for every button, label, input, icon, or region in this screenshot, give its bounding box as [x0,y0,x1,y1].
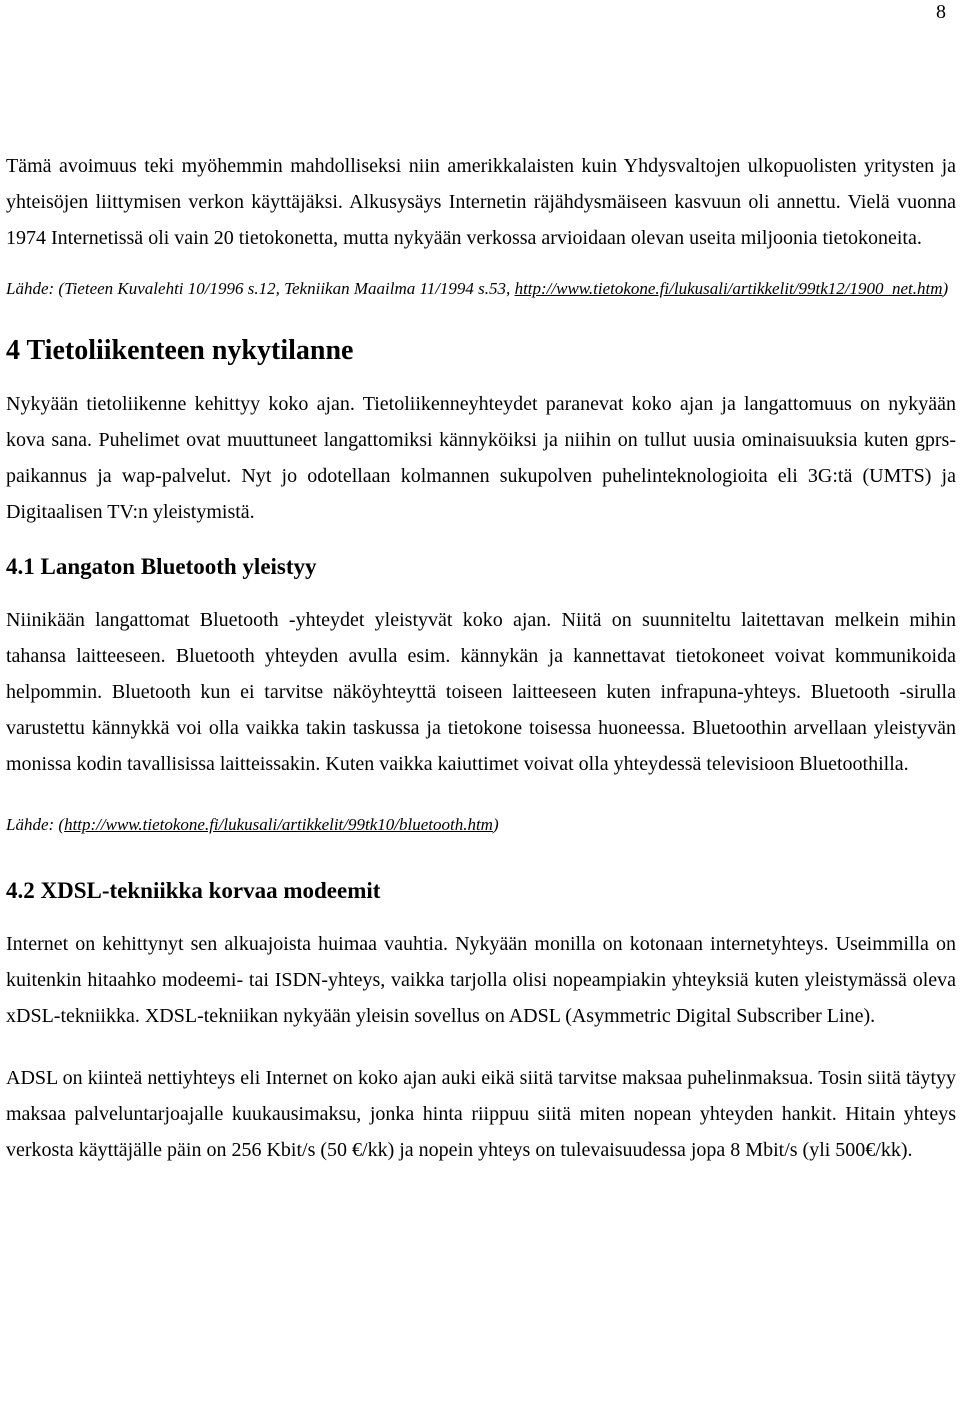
page-number: 8 [936,1,946,23]
section-4-1-paragraph: Niinikään langattomat Bluetooth -yhteydet yleistyvät koko ajan. Niitä on suunniteltu laitettavan melkein mihin tahansa laitteeseen. Bluetooth yhteyden avulla esim. kännykän ja kannettavat tietokoneet voivat kommunikoida helpommin. Bluetooth kun ei tarvitse näköyhteyttä toiseen laitteeseen kuten infrapuna-yhteys. Bluetooth -sirulla varustettu kännykkä voi olla vaikka takin taskussa ja tietokone toisessa huoneessa. Bluetoothin arvellaan yleistyvän monissa kodin tavallisissa laitteissakin. Kuten vaikka kaiuttimet voivat olla yhteydessä televisioon Bluetoothilla. [6,609,956,775]
document-body [6,148,956,1168]
section-4-paragraph: Nykyään tietoliikenne kehittyy koko ajan. Tietoliikenneyhteydet paranevat koko ajan ja langattomuus on nykyään kova sana. Puhelimet ovat muuttuneet langattomiksi kännyköiksi ja niihin on tullut uusia ominaisuuksia kuten gprs-paikannus ja wap-palvelut. Nyt jo odotellaan kolmannen sukupolven puhelinteknologioita eli 3G:tä (UMTS) ja Digitaalisen TV:n yleistymistä. [6,393,956,523]
section-4-2-paragraph-1: Internet on kehittynyt sen alkuajoista huimaa vauhtia. Nykyään monilla on kotonaan internetyhteys. Useimmilla on kuitenkin hitaahko modeemi- tai ISDN-yhteys, vaikka tarjolla olisi nopeampiakin yhteyksiä kuten yleistymässä oleva xDSL-tekniikka. XDSL-tekniikan nykyään yleisin sovellus on ADSL (Asymmetric Digital Subscriber Line). [6,933,956,1027]
intro-source-link[interactable]: http://www.tietokone.fi/lukusali/artikkelit/99tk12/1900_net.htm [514,279,943,298]
intro-source-closing: ) [942,279,949,298]
section-4-1-source-closing: ) [492,815,499,834]
section-4-1-source-citation [6,812,956,838]
section-4-2-heading: 4.2 XDSL-tekniikka korvaa modeemit [6,878,381,903]
section-4-1-source-link[interactable]: http://www.tietokone.fi/lukusali/artikkelit/99tk10/bluetooth.htm [64,815,493,834]
section-4-2-paragraph-2: ADSL on kiinteä nettiyhteys eli Internet on koko ajan auki eikä siitä tarvitse maksaa puhelinmaksua. Tosin siitä täytyy maksaa palveluntarjoajalle kuukausimaksu, jonka hinta riippuu siitä miten nopean yhteyden hankit. Hitain yhteys verkosta käyttäjälle päin on 256 Kbit/s (50 €/kk) ja nopein yhteys on tulevaisuudessa jopa 8 Mbit/s (yli 500€/kk). [6,1067,956,1161]
intro-source-citation [6,276,956,302]
section-4-1-source-text: Lähde: ( [6,815,65,834]
intro-source-text: Lähde: (Tieteen Kuvalehti 10/1996 s.12, Tekniikan Maailma 11/1994 s.53, [6,279,515,298]
section-4-heading: 4 Tietoliikenteen nykytilanne [6,335,354,366]
intro-paragraph: Tämä avoimuus teki myöhemmin mahdolliseksi niin amerikkalaisten kuin Yhdysvaltojen ulkopuolisten yritysten ja yhteisöjen liittymisen verkon käyttäjäksi. Alkusysäys Internetin räjähdysmäiseen kasvuun oli annettu. Vielä vuonna 1974 Internetissä oli vain 20 tietokonetta, mutta nykyään verkossa arvioidaan olevan useita miljoonia tietokoneita. [6,155,956,249]
section-4-1-heading: 4.1 Langaton Bluetooth yleistyy [6,554,317,579]
